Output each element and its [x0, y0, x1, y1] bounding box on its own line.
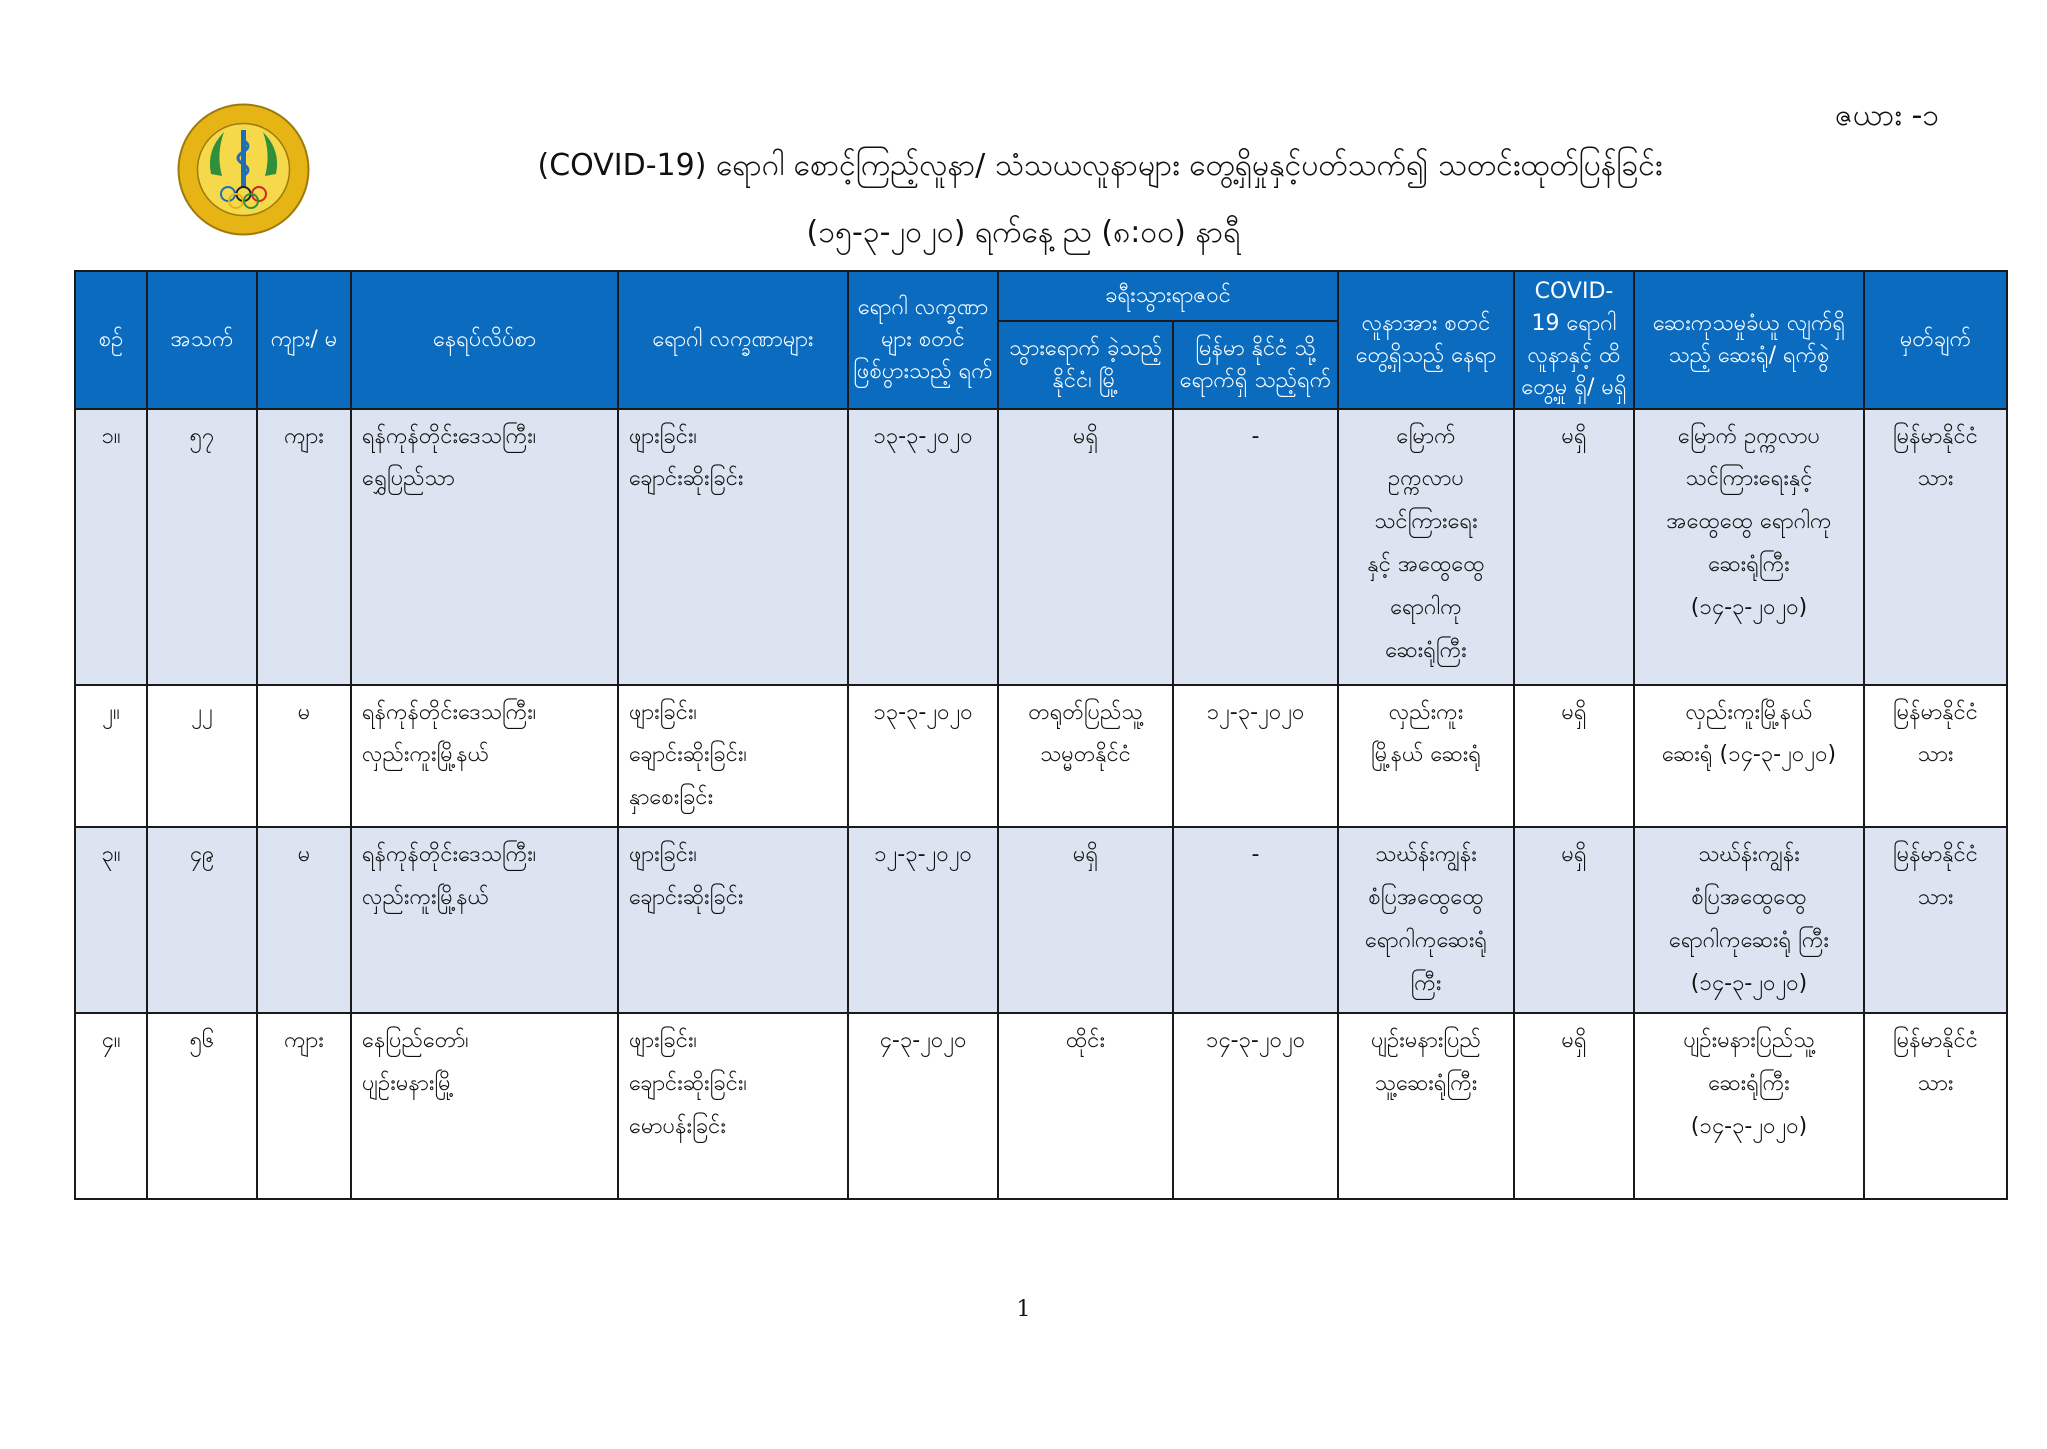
cell-text-line: ဥက္ကလာပ — [1388, 466, 1464, 492]
cell-detected-at — [1338, 1013, 1514, 1199]
cell-text-line: ချောင်းဆိုးခြင်း၊ — [629, 742, 747, 768]
cell-sex: ကျား — [257, 409, 351, 685]
cell-contact: မရှိ — [1514, 827, 1634, 1013]
cell-text-line: ပျဉ်းမနားမြို့ — [362, 1071, 455, 1097]
cell-remarks — [1864, 1013, 2007, 1199]
cell-contact: မရှိ — [1514, 1013, 1634, 1199]
cell-age: ၅၆ — [147, 1013, 257, 1199]
cell-travel-country — [998, 1013, 1173, 1199]
cell-text-line: နေပြည်တော်၊ — [362, 1028, 469, 1054]
cell-text-line: မရှိ — [1072, 842, 1099, 868]
cell-text-line: ဆေးရုံ (၁၄-၃-၂၀၂၀) — [1661, 742, 1837, 768]
cell-arrival: ၁၂-၃-၂၀၂၀ — [1173, 685, 1338, 828]
cell-address — [351, 1013, 618, 1199]
cell-text-line: နှင့် အထွေထွေ — [1367, 552, 1485, 578]
cell-travel-country — [998, 827, 1173, 1013]
cell-text-line: သဃ်န်းကျွန်း — [1698, 842, 1800, 868]
cell-text-line: သင်ကြားရေးနှင့် — [1685, 466, 1813, 492]
cell-text-line: ဖျားခြင်း၊ — [629, 1028, 698, 1054]
cell-no: ၃။ — [75, 827, 147, 1013]
cell-text-line: ဖျားခြင်း၊ — [629, 699, 698, 725]
cell-age: ၅၇ — [147, 409, 257, 685]
cell-sex: မ — [257, 685, 351, 828]
header-age: အသက် — [147, 271, 257, 409]
cell-detected-at — [1338, 685, 1514, 828]
cell-text-line: ဖျားခြင်း၊ — [629, 842, 698, 868]
header-address: နေရပ်လိပ်စာ — [351, 271, 618, 409]
cell-text-line: မြို့နယ် ဆေးရုံ — [1371, 742, 1481, 768]
cell-sex: မ — [257, 827, 351, 1013]
cell-hospital — [1634, 1013, 1864, 1199]
cell-contact: မရှိ — [1514, 409, 1634, 685]
cell-onset: ၁၂-၃-၂၀၂၀ — [848, 827, 998, 1013]
cell-text-line: မြန်မာနိုင်ငံ — [1892, 1028, 1979, 1054]
cell-symptoms — [618, 685, 848, 828]
cell-arrival: - — [1173, 409, 1338, 685]
cell-travel-country — [998, 685, 1173, 828]
cell-text-line: (၁၄-၃-၂၀၂၀) — [1690, 1114, 1808, 1140]
cell-text-line: ရောဂါကုဆေးရုံ ကြီး — [1669, 928, 1829, 954]
cell-text-line: သား — [1917, 885, 1954, 911]
cell-hospital — [1634, 409, 1864, 685]
cell-text-line: ဆေးရုံကြီး — [1385, 638, 1467, 664]
cell-text-line: မြန်မာနိုင်ငံ — [1892, 842, 1979, 868]
cell-age: ၄၉ — [147, 827, 257, 1013]
cases-table — [74, 270, 2008, 1200]
table-header-row — [75, 271, 2007, 321]
cell-text-line: သား — [1917, 742, 1954, 768]
cell-text-line: ရန်ကုန်တိုင်းဒေသကြီး၊ — [362, 842, 537, 868]
report-title: (COVID-19) ရောဂါ စောင့်ကြည့်လူနာ/ သံသယလူနာများ တွေ့ရှိမှုနှင့်ပတ်သက်၍ သတင်းထုတ်ပြန်ခြင်း — [537, 148, 1663, 183]
table-row — [75, 1013, 2007, 1199]
cell-text-line: လှည်းကူး — [1388, 699, 1464, 725]
cell-text-line: စံပြအထွေထွေ — [1691, 885, 1807, 911]
cell-text-line: သင်ကြားရေး — [1374, 509, 1478, 535]
cell-hospital — [1634, 827, 1864, 1013]
cell-no: ၂။ — [75, 685, 147, 828]
cell-text-line: ရန်ကုန်တိုင်းဒေသကြီး၊ — [362, 699, 537, 725]
cell-symptoms — [618, 1013, 848, 1199]
cell-text-line: ရောဂါကု — [1390, 595, 1462, 621]
cell-text-line: သား — [1917, 466, 1954, 492]
cell-text-line: အထွေထွေ ရောဂါကု — [1666, 509, 1832, 535]
cell-symptoms — [618, 409, 848, 685]
cell-travel-country — [998, 409, 1173, 685]
cell-text-line: ပျဉ်းမနားပြည်သူ့ — [1683, 1028, 1815, 1054]
cell-text-line: လှည်းကူးမြို့နယ် — [1685, 699, 1813, 725]
cell-age: ၂၂ — [147, 685, 257, 828]
cell-text-line: ချောင်းဆိုးခြင်း — [629, 466, 744, 492]
cell-text-line: မြောက် — [1396, 423, 1456, 449]
cell-text-line: လှည်းကူးမြို့နယ် — [362, 742, 489, 768]
cell-remarks — [1864, 685, 2007, 828]
cell-sex: ကျား — [257, 1013, 351, 1199]
header-no: စဉ် — [75, 271, 147, 409]
cell-text-line: ပျဉ်းမနားပြည် — [1371, 1028, 1481, 1054]
cell-text-line: မြန်မာနိုင်ငံ — [1892, 699, 1979, 725]
cell-address — [351, 409, 618, 685]
cell-contact: မရှိ — [1514, 685, 1634, 828]
cell-onset: ၄-၃-၂၀၂၀ — [848, 1013, 998, 1199]
cell-remarks — [1864, 409, 2007, 685]
cell-text-line: (၁၄-၃-၂၀၂၀) — [1690, 970, 1808, 996]
page-number: 1 — [1016, 1297, 1031, 1322]
cell-text-line: လှည်းကူးမြို့နယ် — [362, 885, 489, 911]
header-sex: ကျား/ မ — [257, 271, 351, 409]
cell-address — [351, 685, 618, 828]
cell-no: ၄။ — [75, 1013, 147, 1199]
cell-text-line: မြန်မာနိုင်ငံ — [1892, 423, 1979, 449]
header-hospital: ဆေးကုသမှုခံယူ လျက်ရှိသည့် ဆေးရုံ/ ရက်စွဲ — [1634, 271, 1864, 409]
table-row — [75, 685, 2007, 828]
cell-text-line: ရွှေပြည်သာ — [362, 466, 455, 492]
cell-arrival: - — [1173, 827, 1338, 1013]
cell-text-line: သား — [1917, 1071, 1954, 1097]
cell-onset: ၁၃-၃-၂၀၂၀ — [848, 409, 998, 685]
cell-text-line: ချောင်းဆိုးခြင်း၊ — [629, 1071, 747, 1097]
cell-text-line: ရောဂါကုဆေးရုံ — [1364, 928, 1488, 954]
header-remarks: မှတ်ချက် — [1864, 271, 2007, 409]
cell-text-line: သဃ်န်းကျွန်း — [1375, 842, 1477, 868]
cell-no: ၁။ — [75, 409, 147, 685]
header-travel-country: သွားရောက် ခဲ့သည့် နိုင်ငံ၊ မြို့ — [998, 321, 1173, 409]
cell-text-line: တရုတ်ပြည်သူ့ — [1028, 699, 1143, 725]
cell-onset: ၁၃-၃-၂၀၂၀ — [848, 685, 998, 828]
cell-text-line: စံပြအထွေထွေ — [1368, 885, 1484, 911]
cell-text-line: ဆေးရုံကြီး — [1708, 1071, 1790, 1097]
cell-text-line: ဖျားခြင်း၊ — [629, 423, 698, 449]
cell-text-line: မရှိ — [1072, 423, 1099, 449]
header-onset: ရောဂါ လက္ခဏာများ စတင် ဖြစ်ပွားသည့် ရက် — [848, 271, 998, 409]
cell-text-line: နှာစေးခြင်း — [629, 785, 714, 811]
header-travel-history: ခရီးသွားရာဇဝင် — [998, 271, 1338, 321]
cell-text-line: ဆေးရုံကြီး — [1708, 552, 1790, 578]
cell-text-line: ချောင်းဆိုးခြင်း — [629, 885, 744, 911]
report-date: (၁၅-၃-၂၀၂၀) ရက်နေ့ ည (၈:၀၀) နာရီ — [806, 215, 1241, 250]
cell-detected-at — [1338, 827, 1514, 1013]
cell-text-line: မောပန်းခြင်း — [629, 1114, 726, 1140]
cell-text-line: ကြီး — [1410, 970, 1442, 996]
cell-text-line: သူ့ဆေးရုံကြီး — [1374, 1071, 1478, 1097]
annex-label: ဇယား -၁ — [1835, 98, 1940, 133]
cell-text-line: ထိုင်း — [1065, 1028, 1106, 1054]
cell-hospital — [1634, 685, 1864, 828]
cell-address — [351, 827, 618, 1013]
header-contact: COVID- 19 ရောဂါ လူနာနှင့် ထိတွေ့မှု ရှိ/ မရှိ — [1514, 271, 1634, 409]
cell-detected-at — [1338, 409, 1514, 685]
cell-text-line: မြောက် ဥက္ကလာပ — [1677, 423, 1821, 449]
cell-arrival: ၁၄-၃-၂၀၂၀ — [1173, 1013, 1338, 1199]
cell-text-line: သမ္မတနိုင်ငံ — [1039, 742, 1132, 768]
header-arrival-date: မြန်မာ နိုင်ငံ သို့ ရောက်ရှိ သည့်ရက် — [1173, 321, 1338, 409]
header-symptoms: ရောဂါ လက္ခဏာများ — [618, 271, 848, 409]
cell-text-line: ရန်ကုန်တိုင်းဒေသကြီး၊ — [362, 423, 537, 449]
cell-text-line: (၁၄-၃-၂၀၂၀) — [1690, 595, 1808, 621]
table-row — [75, 827, 2007, 1013]
header-detected-at: လူနာအား စတင် တွေ့ရှိသည့် နေရာ — [1338, 271, 1514, 409]
table-row — [75, 409, 2007, 685]
cell-symptoms — [618, 827, 848, 1013]
cell-remarks — [1864, 827, 2007, 1013]
